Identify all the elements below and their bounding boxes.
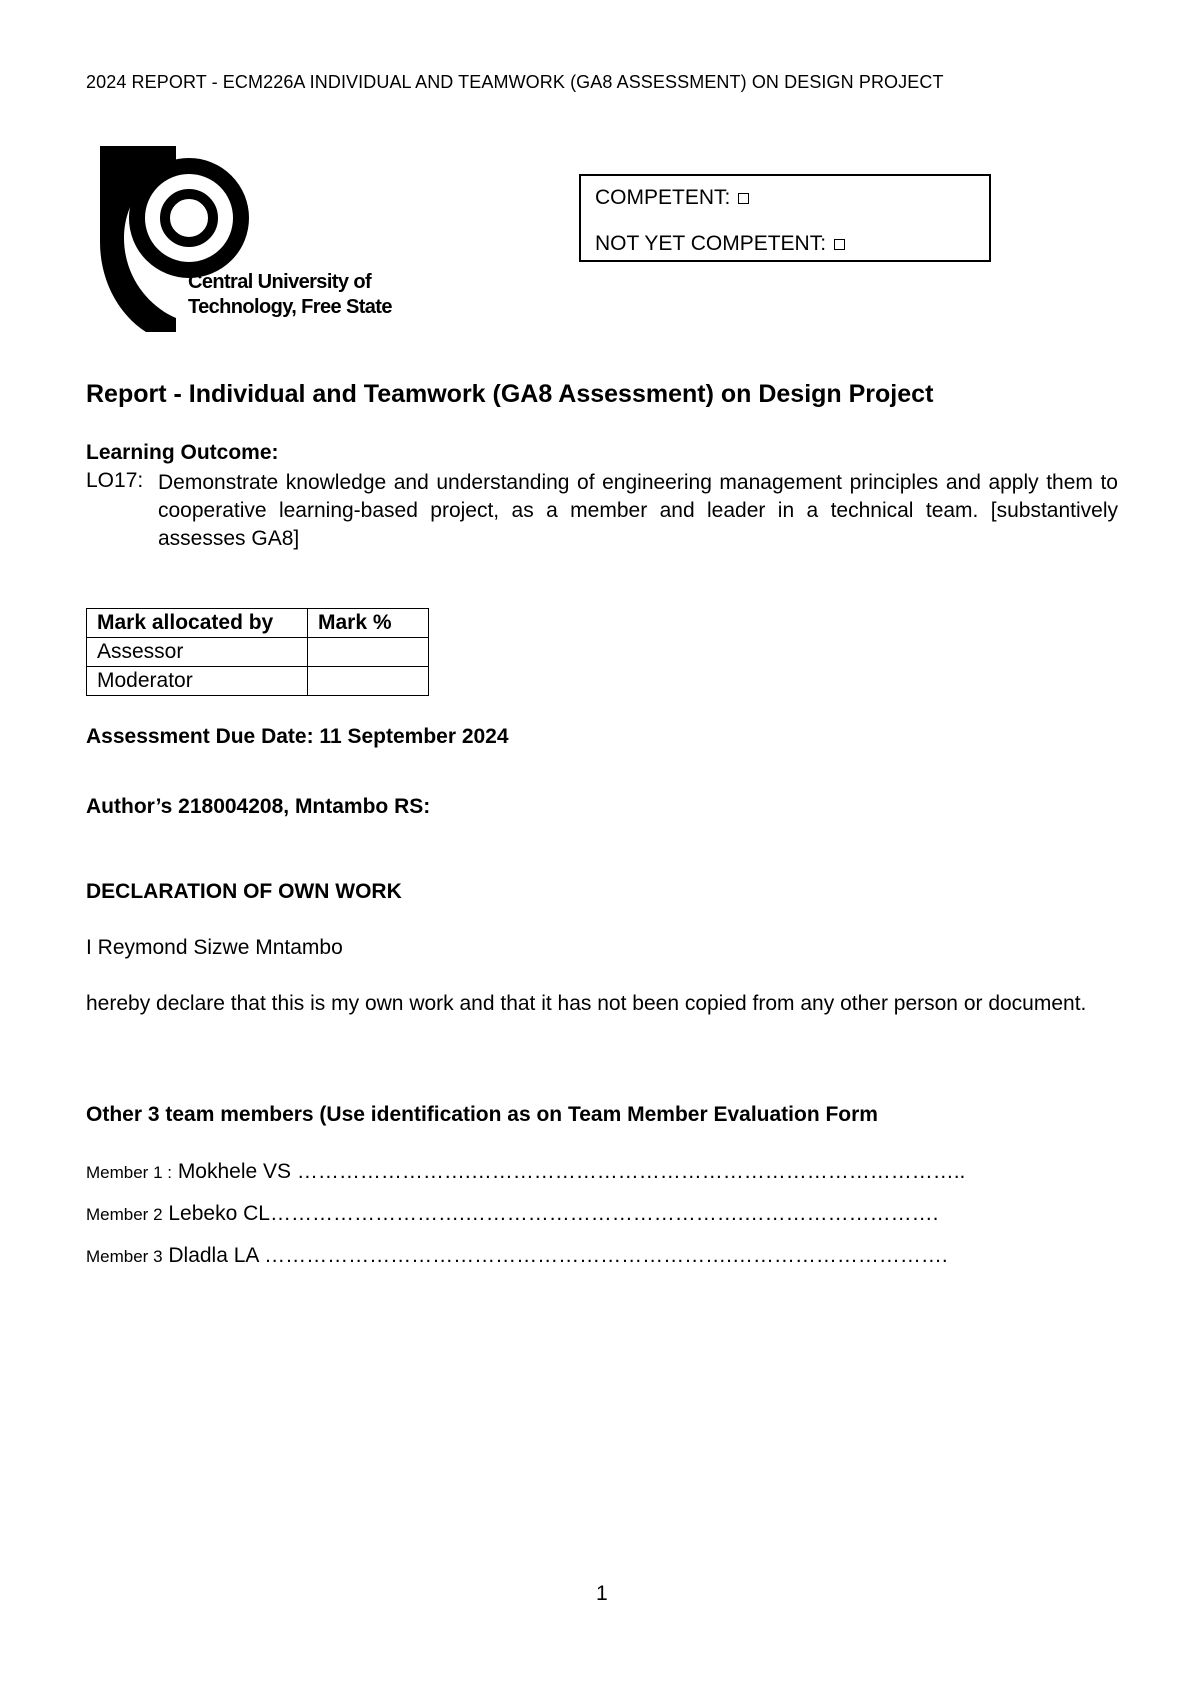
competent-label: COMPETENT: <box>595 186 731 209</box>
team-member-1 <box>86 1160 965 1184</box>
table-row <box>87 667 429 696</box>
marks-assessor-value[interactable] <box>308 638 429 667</box>
learning-outcome-text: Demonstrate knowledge and understanding of engineering management principles and apply them to cooperative learning-based project, as a member and leader in a technical team. [substantively assesses GA8] <box>158 471 1118 550</box>
university-name <box>188 270 392 320</box>
not-yet-competent-label: NOT YET COMPETENT: <box>595 232 827 255</box>
page-number: 1 <box>596 1582 608 1605</box>
author-line: Author’s 218004208, Mntambo RS: <box>86 795 431 818</box>
running-header: 2024 REPORT - ECM226A INDIVIDUAL AND TEAMWORK (GA8 ASSESSMENT) ON DESIGN PROJECT <box>86 72 944 92</box>
member-dots: ………………………………………………………….…………………………. <box>258 1244 948 1267</box>
team-members-heading: Other 3 team members (Use identification as on Team Member Evaluation Form <box>86 1103 878 1126</box>
not-yet-competent-checkbox[interactable] <box>834 239 845 250</box>
competency-box <box>579 174 991 262</box>
marks-table-header-row <box>87 609 429 638</box>
marks-header-allocated-by: Mark allocated by <box>87 609 308 638</box>
marks-header-mark-percent: Mark % <box>308 609 429 638</box>
member-name: Dladla LA <box>162 1244 259 1267</box>
competent-checkbox[interactable] <box>738 193 749 204</box>
declaration-heading: DECLARATION OF OWN WORK <box>86 880 402 903</box>
due-date: Assessment Due Date: 11 September 2024 <box>86 725 509 748</box>
table-row <box>87 638 429 667</box>
member-label: Member 3 <box>86 1247 163 1266</box>
document-title: Report - Individual and Teamwork (GA8 Assessment) on Design Project <box>86 380 934 408</box>
declaration-text: hereby declare that this is my own work and that it has not been copied from any other person or document. <box>86 992 1087 1015</box>
declaration-name-line: I Reymond Sizwe Mntambo <box>86 936 343 959</box>
marks-moderator-label: Moderator <box>87 667 308 696</box>
member-name: Lebeko CL <box>162 1202 270 1225</box>
learning-outcome-heading: Learning Outcome: <box>86 441 279 464</box>
member-dots: ……………………….………………………………….………………………. <box>269 1202 939 1225</box>
learning-outcome-code: LO17: <box>86 469 144 492</box>
member-label: Member 2 <box>86 1205 163 1224</box>
member-name: Mokhele VS <box>171 1160 292 1183</box>
university-name-line2: Technology, Free State <box>188 296 392 318</box>
team-member-3 <box>86 1244 948 1268</box>
marks-assessor-label: Assessor <box>87 638 308 667</box>
university-name-line1: Central University of <box>188 271 372 293</box>
not-yet-competent-row <box>595 232 845 256</box>
marks-table <box>86 608 429 696</box>
member-dots: …………………….…………………………………………………………….. <box>291 1160 966 1183</box>
marks-moderator-value[interactable] <box>308 667 429 696</box>
team-member-2 <box>86 1202 938 1226</box>
member-label: Member 1 : <box>86 1163 172 1182</box>
competent-row <box>595 186 749 210</box>
